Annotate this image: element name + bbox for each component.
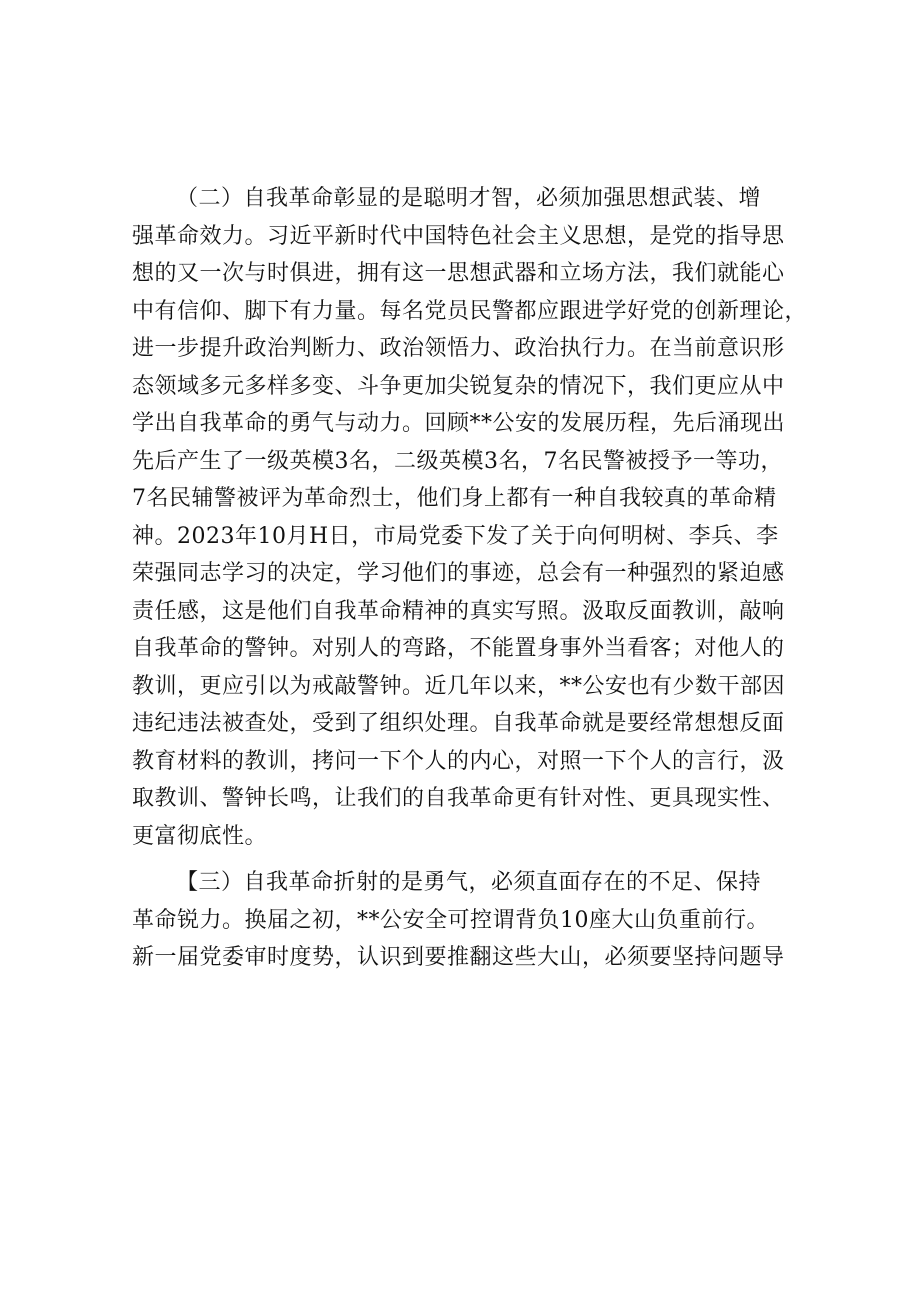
text-line: 新一届党委审时度势，认识到要推翻这些大山，必须要坚持问题导 <box>132 945 785 970</box>
text-line: 进一步提升政治判断力、政治领悟力、政治执行力。在当前意识形 <box>132 336 785 361</box>
text-line: 强革命效力。习近平新时代中国特色社会主义思想，是党的指导思 <box>132 223 785 249</box>
text-line: 教育材料的教训，拷问一下个人的内心，对照一下个人的言行，汲 <box>132 748 785 774</box>
text-line: （二）自我革命彰显的是聪明才智，必须加强思想武装、增 <box>176 186 762 211</box>
paragraph-section-two <box>132 180 812 855</box>
text-line: 取教训、警钟长鸣，让我们的自我革命更有针对性、更具现实性、 <box>132 786 785 811</box>
text-line: 态领域多元多样多变、斗争更加尖锐复杂的情况下，我们更应从中 <box>132 373 785 399</box>
paragraph-spacer <box>132 855 812 864</box>
text-line: 中有信仰、脚下有力量。每名党员民警都应跟进学好党的创新理论， <box>132 298 808 324</box>
text-line: 神。2023年10月H日，市局党委下发了关于向何明树、李兵、李 <box>132 523 779 549</box>
text-line: 教训，更应引以为戒敲警钟。近几年以来，**公安也有少数干部因 <box>132 673 786 699</box>
text-line: 荣强同志学习的决定，学习他们的事迹，总会有一种强烈的紧迫感 <box>132 561 785 586</box>
text-line: 违纪违法被查处，受到了组织处理。自我革命就是要经常想想反面 <box>132 711 785 736</box>
text-line: 革命锐力。换届之初，**公安全可控谓背负10座大山负重前行。 <box>132 907 769 933</box>
text-line: 想的又一次与时俱进，拥有这一思想武器和立场方法，我们就能心 <box>132 261 785 286</box>
paragraph-section-three <box>132 864 812 977</box>
text-line: 责任感，这是他们自我革命精神的真实写照。汲取反面教训，敲响 <box>132 598 785 624</box>
text-line: 自我革命的警钟。对别人的弯路，不能置身事外当看客；对他人的 <box>132 636 785 661</box>
text-line: 更富彻底性。 <box>132 823 268 849</box>
text-line: 先后产生了一级英模3名，二级英模3名，7名民警被授予一等功， <box>132 448 783 474</box>
text-line: 7名民辅警被评为革命烈士，他们身上都有一种自我较真的革命精 <box>132 486 777 511</box>
document-body <box>132 180 812 977</box>
text-line: 【三）自我革命折射的是勇气，必须直面存在的不足、保持 <box>176 870 762 895</box>
text-line: 学出自我革命的勇气与动力。回顾**公安的发展历程，先后涌现出 <box>132 411 786 436</box>
